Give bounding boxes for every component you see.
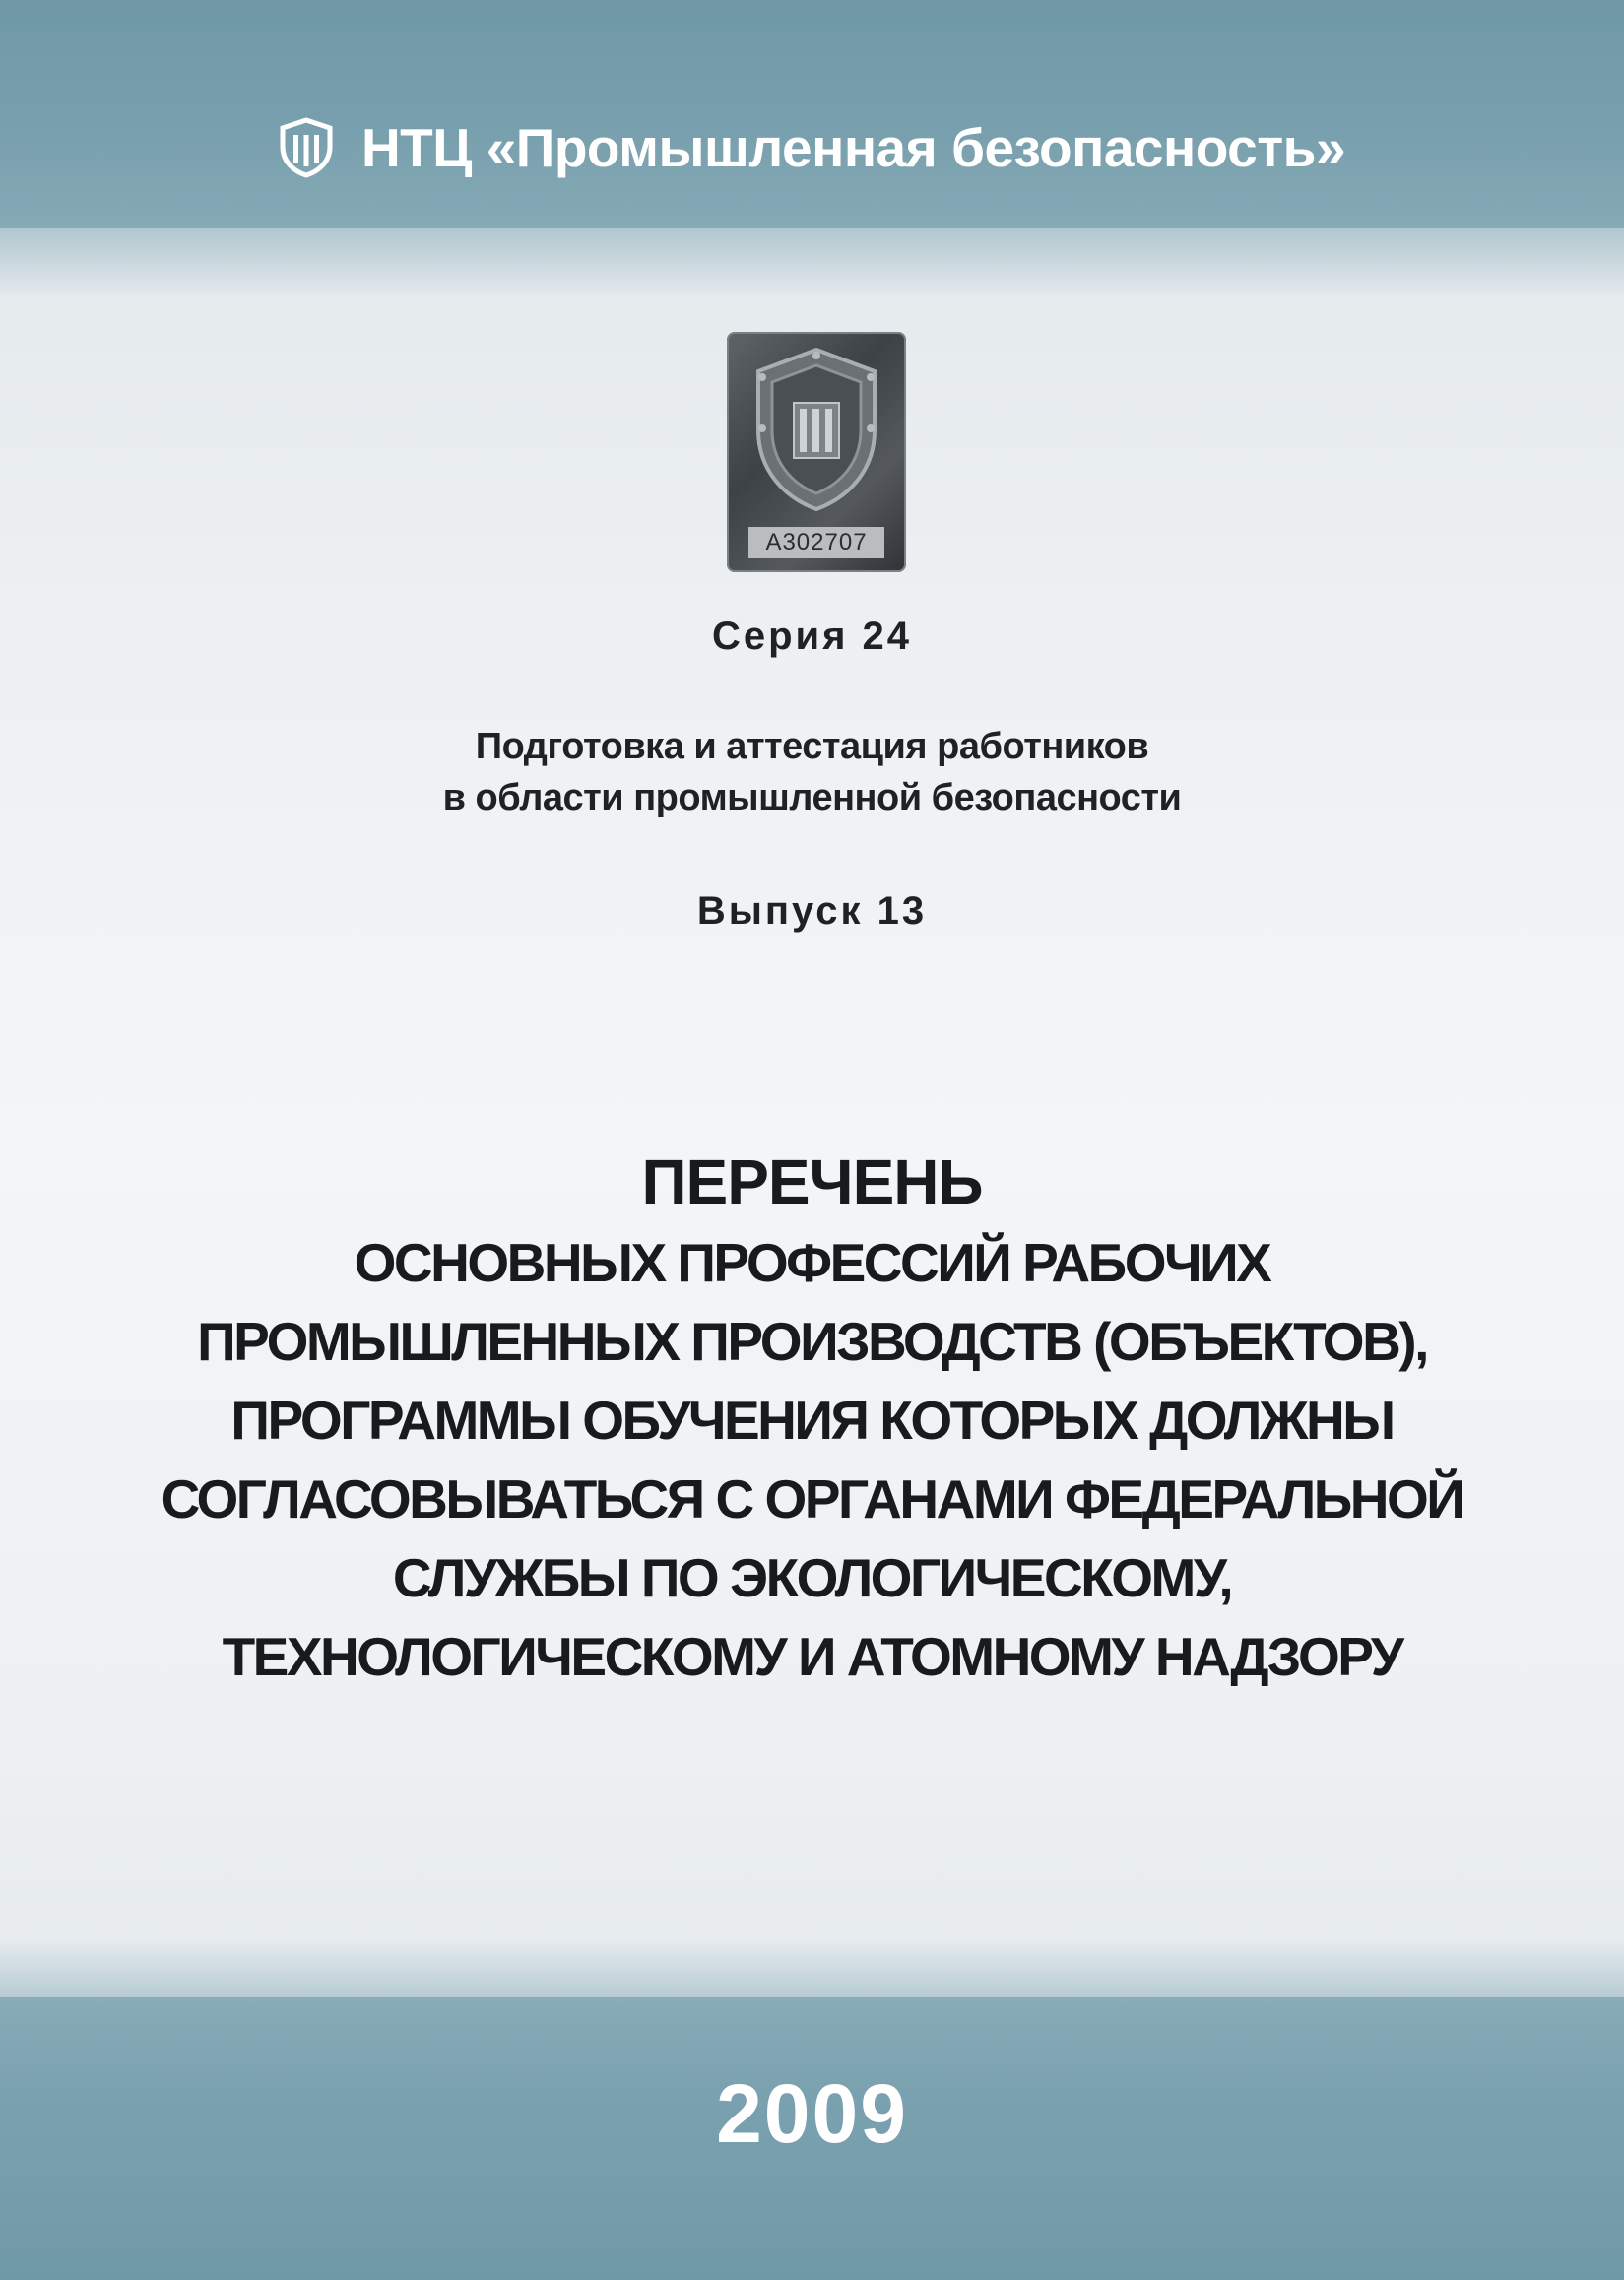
- publisher-name: НТЦ «Промышленная безопасность»: [360, 117, 1346, 178]
- hologram-sticker: [727, 332, 906, 572]
- title-line: ПРОМЫШЛЕННЫХ ПРОИЗВОДСТВ (ОБЪЕКТОВ),: [197, 1311, 1427, 1372]
- hologram-shield-icon: [745, 342, 888, 519]
- shield-logo-icon: [279, 117, 334, 178]
- publication-year: 2009: [716, 2067, 908, 2160]
- title-line: ПРОГРАММЫ ОБУЧЕНИЯ КОТОРЫХ ДОЛЖНЫ: [230, 1390, 1394, 1451]
- publisher-header: [0, 116, 1624, 179]
- title-line: СОГЛАСОВЫВАТЬСЯ С ОРГАНАМИ ФЕДЕРАЛЬНОЙ: [161, 1468, 1463, 1530]
- series-label: Серия 24: [711, 615, 913, 658]
- title-line: СЛУЖБЫ ПО ЭКОЛОГИЧЕСКОМУ,: [392, 1547, 1232, 1608]
- issue-label: Выпуск 13: [696, 889, 928, 933]
- document-title: [0, 1140, 1624, 1696]
- header-band: [0, 0, 1624, 228]
- title-heading: ПЕРЕЧЕНЬ: [641, 1146, 983, 1217]
- title-line: ТЕХНОЛОГИЧЕСКОМУ И АТОМНОМУ НАДЗОРУ: [222, 1626, 1402, 1687]
- hologram-serial-number: А302707: [748, 527, 884, 558]
- series-title: [0, 721, 1624, 823]
- series-title-line: Подготовка и аттестация работников: [475, 726, 1149, 767]
- title-line: ОСНОВНЫХ ПРОФЕССИЙ РАБОЧИХ: [354, 1232, 1270, 1293]
- series-title-line: в области промышленной безопасности: [442, 777, 1182, 818]
